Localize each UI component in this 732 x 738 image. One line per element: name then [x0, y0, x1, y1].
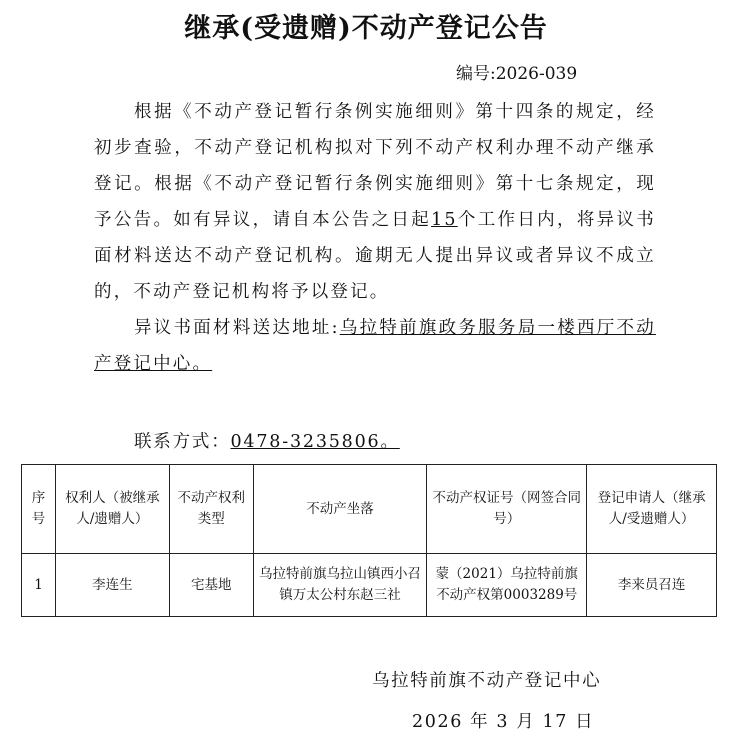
contact-label: 联系方式：	[134, 432, 231, 452]
table-row	[22, 554, 717, 617]
address-value: 乌拉特前旗政务服务局一楼西厅不动产登记中心。	[94, 318, 656, 374]
address-label: 异议书面材料送达地址:	[134, 318, 340, 338]
cell-applicant: 李来员召连	[587, 554, 717, 617]
table-header-row	[22, 465, 717, 554]
notice-text-after: 个工作日内，将异议书面材料送达不动产登记机构。逾期无人提出异议或者异议不成立的，不动产登记机构将予以登记。	[94, 210, 657, 302]
header-right-type: 不动产权利类型	[169, 465, 253, 554]
cell-index: 1	[22, 554, 56, 617]
objection-days: 15	[431, 210, 458, 230]
contact-line	[134, 428, 400, 453]
page-title: 继承(受遗赠)不动产登记公告	[184, 13, 548, 44]
notice-text-before: 根据《不动产登记暂行条例实施细则》第十四条的规定，经初步查验，不动产登记机构拟对下列不动产权利办理不动产继承登记。根据《不动产登记暂行条例实施细则》第十七条规定，现予公告。如有异议，请自本公告之日起	[94, 102, 656, 230]
header-right-holder: 权利人（被继承人/遗赠人）	[55, 465, 169, 554]
issue-date: 2026 年 3 月 17 日	[412, 712, 595, 732]
cell-location: 乌拉特前旗乌拉山镇西小召镇万太公村东赵三社	[253, 554, 427, 617]
header-location: 不动产坐落	[253, 465, 427, 554]
header-applicant: 登记申请人（继承人/受遗赠人）	[587, 465, 717, 554]
document-number: 编号:2026-039	[456, 64, 578, 84]
address-paragraph	[94, 310, 656, 382]
header-index: 序号	[22, 465, 56, 554]
cell-right-holder: 李连生	[55, 554, 169, 617]
registration-table	[21, 464, 717, 617]
header-certificate-no: 不动产权证号（网签合同号）	[427, 465, 587, 554]
cell-certificate-no: 蒙（2021）乌拉特前旗不动产权第0003289号	[427, 554, 587, 617]
issuer-signature: 乌拉特前旗不动产登记中心	[372, 671, 602, 691]
cell-right-type: 宅基地	[169, 554, 253, 617]
notice-body	[94, 94, 656, 382]
notice-paragraph	[94, 94, 656, 310]
contact-phone: 0478-3235806。	[230, 432, 400, 452]
